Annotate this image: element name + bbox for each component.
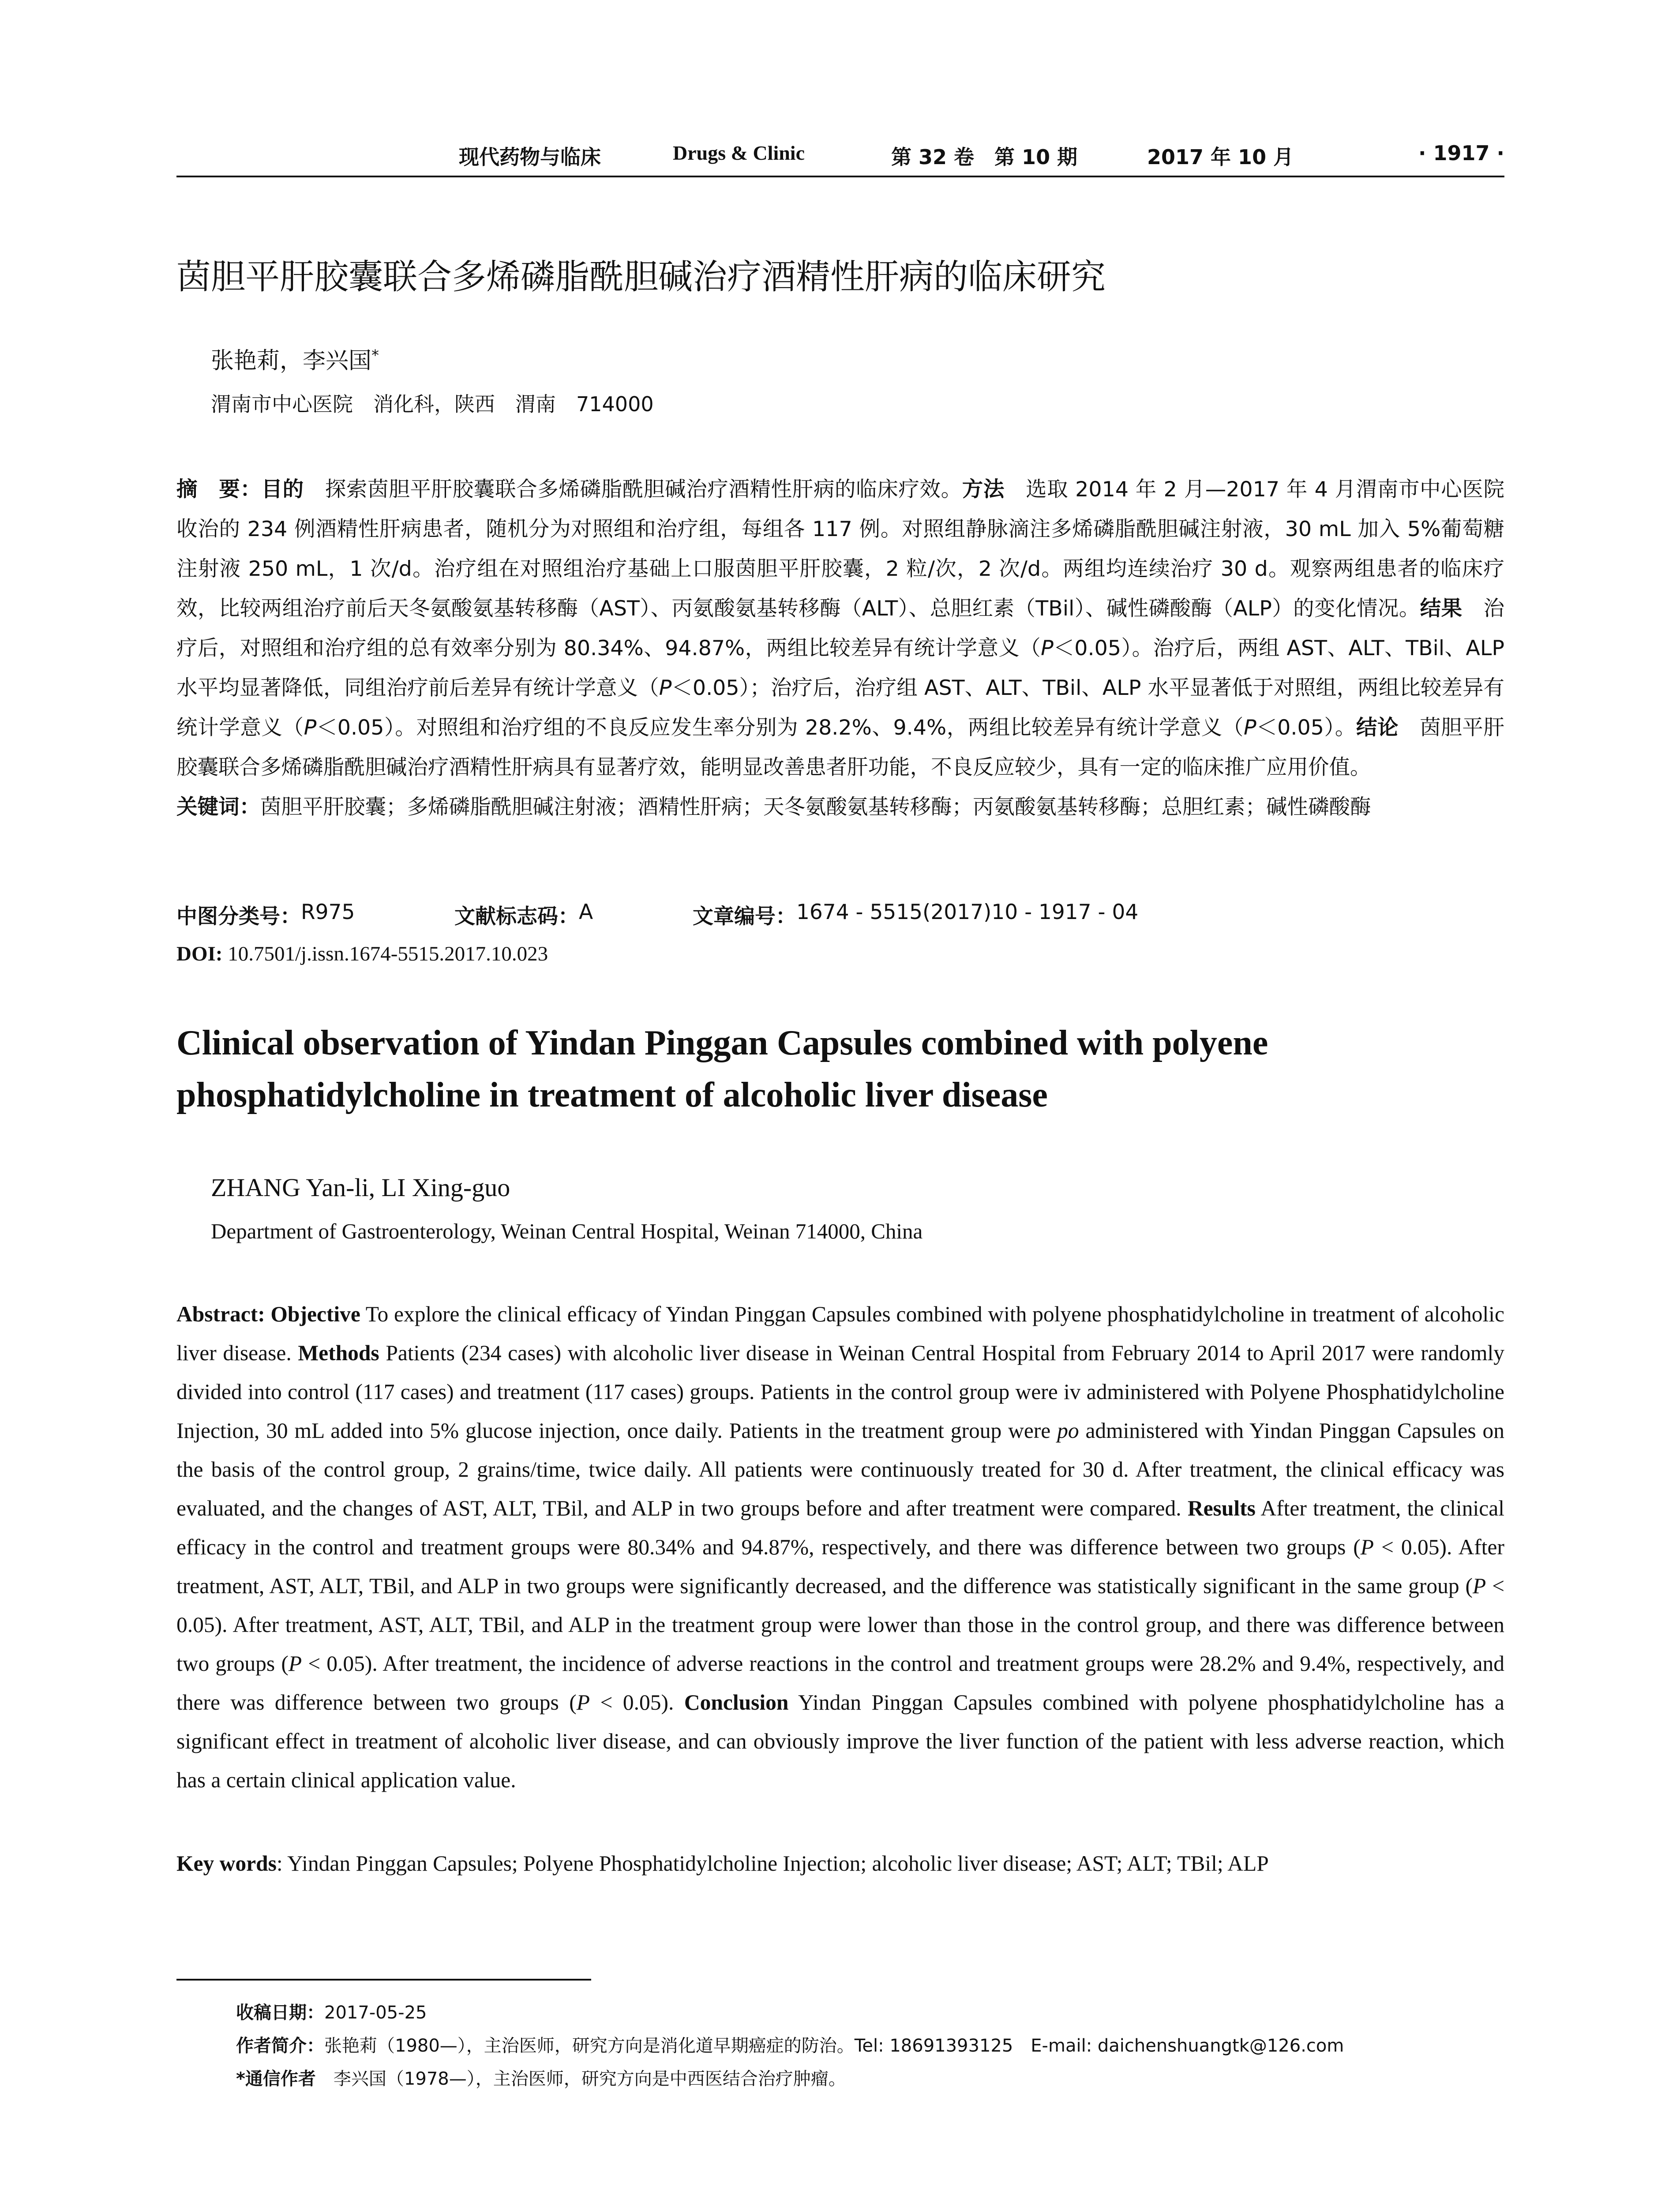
affiliation-en: Department of Gastroenterology, Weinan Central Hospital, Weinan 714000, China [211,1219,923,1243]
abstract-cn-objective: 探索茵胆平肝胶囊联合多烯磷脂酰胆碱治疗酒精性肝病的临床疗效。 [304,477,962,502]
abstract-en-results-3: < 0.05). After treatment, AST, ALT, TBil, and ALP in the treatment group were lower than those in the control group, and there was difference between two groups ( [176,1574,1504,1676]
p-value-symbol: P [1472,1574,1486,1598]
authors-cn-names: 张艳莉，李兴国 [211,348,372,374]
p-value-symbol: P [304,716,317,740]
doi-link[interactable]: 10.7501/j.issn.1674-5515.2017.10.023 [222,942,548,965]
authors-en: ZHANG Yan-li, LI Xing-guo [211,1173,510,1202]
keywords-en-label: Key words [176,1851,277,1876]
abstract-cn-results-2: ＜0.05）。治疗后，两组 AST、ALT、TBil、ALP 水平均显著降低，同组治疗前后差异有统计学意义（ [176,636,1504,700]
abstract-cn-conclusion: 茵胆平肝胶囊联合多烯磷脂酰胆碱治疗酒精性肝病具有显著疗效，能明显改善患者肝功能，不良反应较少，具有一定的临床推广应用价值。 [176,716,1505,780]
p-value-symbol: P [576,1690,590,1715]
clc-label: 中图分类号： [176,904,301,929]
abstract-en-results-5: < 0.05). [590,1690,684,1715]
abstract-en-results-2: < 0.05). After treatment, AST, ALT, TBil, and ALP in two groups were significantly decreased, and the difference was statistically significant in the same group ( [176,1535,1505,1598]
bio-text: 张艳莉（1980—），主治医师，研究方向是消化道早期癌症的防治。Tel: 18691393125 E-mail: daichenshuangtk@126.com [324,2036,1344,2056]
title-cn: 茵胆平肝胶囊联合多烯磷脂酰胆碱治疗酒精性肝病的临床研究 [176,257,1106,297]
running-header [176,141,1504,176]
doc-code-value: A [579,900,593,924]
abstract-en-conclusion-label: Conclusion [684,1690,789,1715]
abstract-en-methods-label: Methods [298,1341,379,1365]
article-no-label: 文章编号： [693,904,796,929]
abstract-cn-results-3: ＜0.05）；治疗后，治疗组 AST、ALT、TBil、ALP 水平显著低于对照组，两组比较差异有统计学意义（ [176,676,1504,740]
article-no-value: 1674 - 5515(2017)10 - 1917 - 04 [796,900,1139,924]
bio-label: 作者简介： [236,2036,324,2056]
abstract-en-objective: To explore the clinical efficacy of Yindan Pinggan Capsules combined with polyene phosphatidylcholine in treatment of alcoholic liver disease. [176,1302,1505,1365]
doi-label: DOI: [176,942,223,965]
clc-value: R975 [301,900,355,924]
keywords-en-line [176,1851,1504,1876]
title-en: Clinical observation of Yindan Pinggan Capsules combined with polyene phosphatidylcholine in treatment of alcoholic liver disease [176,1024,1268,1114]
footnote-rule [176,1979,591,1981]
abstract-cn-results-1: 治疗后，对照组和治疗组的总有效率分别为 80.34%、94.87%，两组比较差异有统计学意义（ [176,597,1505,660]
corr-text: 李兴国（1978—），主治医师，研究方向是中西医结合治疗肿瘤。 [315,2069,846,2089]
clc-code [176,900,355,930]
doc-code-label: 文献标志码： [454,904,579,929]
abstract-cn-results-label: 结果 [1420,597,1462,621]
abstract-en-conclusion: Yindan Pinggan Capsules combined with polyene phosphatidylcholine has a significant effect in treatment of alcoholic liver disease, and can obviously improve the liver function of the patient with less adverse reaction, which has a certain clinical application value. [176,1690,1504,1792]
keywords-cn-label: 关键词： [176,795,260,819]
received-date: 2017-05-25 [324,2003,427,2023]
page-number: · 1917 · [1418,141,1504,165]
affiliation-cn: 渭南市中心医院 消化科，陕西 渭南 714000 [211,392,654,416]
p-value-symbol: P [1360,1535,1374,1559]
footnote-corresponding [236,2065,846,2090]
volume-issue: 第 32 卷 第 10 期 [891,145,1078,169]
authors-cn [211,342,379,375]
p-value-symbol: P [1041,636,1054,660]
abstract-en [176,1295,1504,1800]
abstract-en-methods-2: administered with Yindan Pinggan Capsules on the basis of the control group, 2 grains/time, twice daily. All patients were continuously treated for 30 d. After treatment, the clinical efficacy was evaluated, and the changes of AST, ALT, TBil, and ALP in two groups before and after treatment were compared. [176,1418,1504,1520]
footnote-received [236,1999,427,2024]
p-value-symbol: P [659,676,672,700]
journal-name-en: Drugs & Clinic [673,142,805,164]
p-value-symbol: P [1244,716,1256,740]
p-value-symbol: P [288,1651,302,1676]
abstract-cn [176,470,1504,827]
abstract-en-results-4: < 0.05). After treatment, the incidence of adverse reactions in the control and treatment groups were 28.2% and 9.4%, respectively, and there was difference between two groups ( [176,1651,1505,1715]
keywords-en: : Yindan Pinggan Capsules; Polyene Phosphatidylcholine Injection; alcoholic liver disease; AST; ALT; TBil; ALP [276,1851,1269,1876]
corr-label: *通信作者 [236,2069,316,2089]
abstract-en-methods-1: Patients (234 cases) with alcoholic liver disease in Weinan Central Hospital from February 2014 to April 2017 were randomly divided into control (117 cases) and treatment (117 cases) groups. Patients in the control group were iv administered with Polyene Phosphatidylcholine Injection, 30 mL added into 5% glucose injection, once daily. Patients in the treatment group were [176,1341,1505,1443]
abstract-cn-methods: 选取 2014 年 2 月—2017 年 4 月渭南市中心医院收治的 234 例酒精性肝病患者，随机分为对照组和治疗组，每组各 117 例。对照组静脉滴注多烯磷脂酰胆碱注射液，30 mL 加入 5%葡萄糖注射液 250 mL，1 次/d。治疗组在对照组治疗基础上口服茵胆平肝胶囊，2 粒/次，2 次/d。两组均连续治疗 30 d。观察两组患者的临床疗效，比较两组治疗前后天冬氨酸氨基转移酶（AST）、丙氨酸氨基转移酶（ALT）、总胆红素（TBil）、碱性磷酸酶（ALP）的变化情况。 [176,477,1505,621]
journal-name-cn: 现代药物与临床 [459,145,601,169]
abstract-en-label: Abstract: Objective [176,1302,360,1326]
keywords-cn: 茵胆平肝胶囊；多烯磷脂酰胆碱注射液；酒精性肝病；天冬氨酸氨基转移酶；丙氨酸氨基转移酶；总胆红素；碱性磷酸酶 [260,795,1371,819]
abstract-cn-conclusion-label: 结论 [1356,716,1399,740]
abstract-en-results-label: Results [1187,1496,1256,1520]
abstract-cn-results-5: ＜0.05）。 [1256,716,1356,740]
footnote-author-bio [236,2032,1344,2057]
issue-date: 2017 年 10 月 [1147,145,1294,169]
abstract-cn-objective-label: 目的 [261,477,304,502]
document-code [454,900,593,930]
abstract-en-results-1: After treatment, the clinical efficacy in the control and treatment groups were 80.34% and 94.87%, respectively, and there was difference between two groups ( [176,1496,1505,1559]
abstract-cn-results-4: ＜0.05）。对照组和治疗组的不良反应发生率分别为 28.2%、9.4%，两组比较差异有统计学意义（ [316,716,1244,740]
po-abbrev: po [1057,1418,1079,1443]
corresponding-mark: * [371,346,379,364]
header-rule [176,176,1504,177]
doi-line [176,942,548,966]
article-number [693,900,1139,930]
abstract-cn-label: 摘 要： [176,477,262,502]
abstract-cn-methods-label: 方法 [962,477,1005,502]
received-label: 收稿日期： [236,2003,324,2023]
